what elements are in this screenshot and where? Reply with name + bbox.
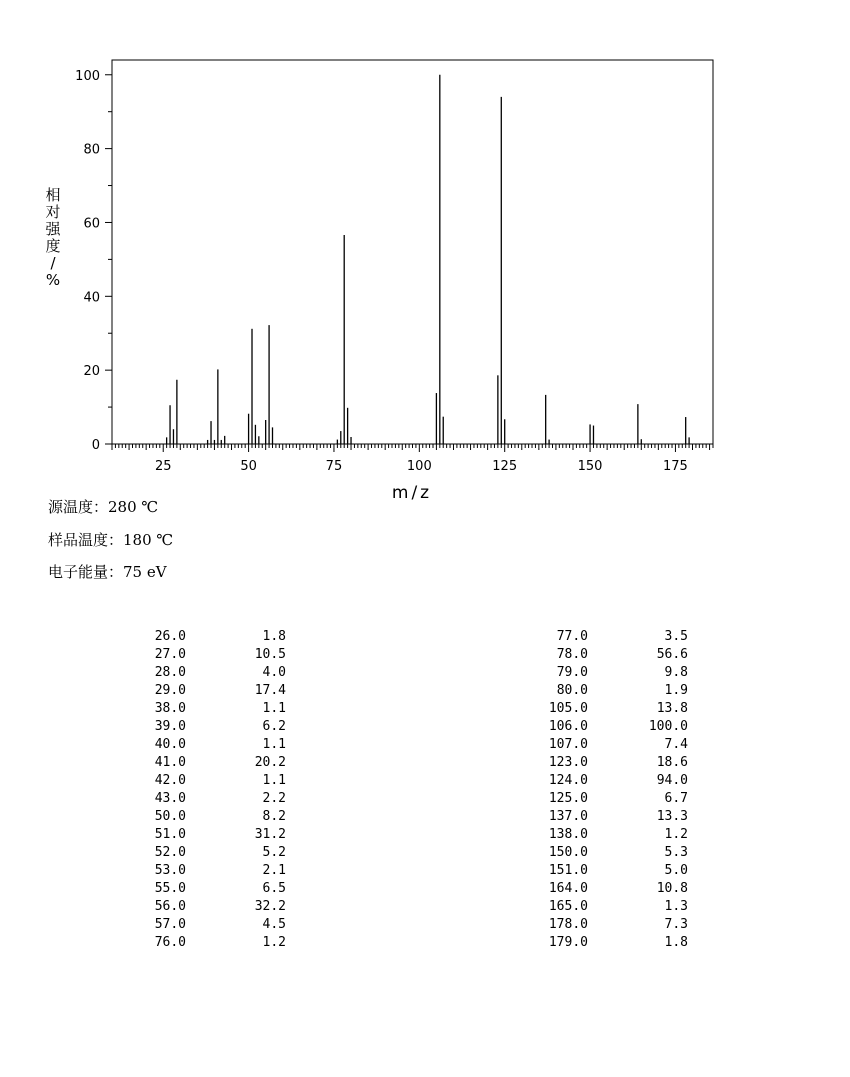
peak-intensity: 2.2: [262, 791, 286, 806]
peak-row: [141, 844, 286, 862]
peak-row: [141, 754, 286, 772]
peak-mz: 28.0: [154, 665, 186, 680]
peak-mz: 56.0: [154, 899, 186, 914]
peak-intensity: 6.7: [664, 791, 688, 806]
x-tick-label: 175: [663, 459, 688, 474]
x-axis: [112, 444, 713, 474]
peak-mz: 106.0: [548, 719, 588, 734]
peak-row: [141, 916, 286, 934]
peak-mz: 137.0: [548, 809, 588, 824]
peak-row: [543, 682, 688, 700]
peak-mz: 80.0: [556, 683, 588, 698]
peak-row: [141, 790, 286, 808]
y-axis-label: [45, 186, 61, 289]
peak-row: [141, 862, 286, 880]
peak-mz: 77.0: [556, 629, 588, 644]
peak-mz: 52.0: [154, 845, 186, 860]
peak-mz: 39.0: [154, 719, 186, 734]
peak-row: [141, 628, 286, 646]
peak-table-right: [543, 628, 688, 952]
peak-intensity: 1.1: [262, 773, 286, 788]
electron-energy: 电子能量：75 eV: [48, 563, 167, 581]
peak-mz: 124.0: [548, 773, 588, 788]
peak-mz: 27.0: [154, 647, 186, 662]
peak-row: [141, 826, 286, 844]
sample-temperature: 样品温度：180 ℃: [48, 531, 174, 549]
peak-mz: 53.0: [154, 863, 186, 878]
peak-mz: 26.0: [154, 629, 186, 644]
peak-row: [141, 664, 286, 682]
peak-row: [543, 700, 688, 718]
peak-intensity: 6.2: [262, 719, 286, 734]
peak-row: [543, 628, 688, 646]
peak-row: [543, 826, 688, 844]
peak-row: [543, 664, 688, 682]
peak-intensity: 6.5: [262, 881, 286, 896]
x-tick-label: 50: [240, 459, 257, 474]
peak-intensity: 4.0: [262, 665, 286, 680]
peak-row: [141, 934, 286, 952]
y-tick-label: 20: [83, 364, 100, 380]
peak-mz: 107.0: [548, 737, 588, 752]
y-tick-label: 40: [83, 290, 100, 306]
peak-intensity: 4.5: [262, 917, 286, 932]
peak-intensity: 7.4: [664, 737, 688, 752]
peak-mz: 179.0: [548, 935, 588, 950]
peak-mz: 78.0: [556, 647, 588, 662]
peak-intensity: 20.2: [254, 755, 286, 770]
peak-row: [543, 916, 688, 934]
peak-mz: 41.0: [154, 755, 186, 770]
peak-row: [543, 880, 688, 898]
y-tick-label: 60: [83, 216, 100, 232]
peak-intensity: 3.5: [664, 629, 688, 644]
peak-mz: 150.0: [548, 845, 588, 860]
peak-intensity: 1.2: [664, 827, 688, 842]
peak-row: [543, 898, 688, 916]
peak-row: [141, 736, 286, 754]
peak-row: [141, 898, 286, 916]
peak-mz: 38.0: [154, 701, 186, 716]
peak-row: [543, 862, 688, 880]
plot-frame: [112, 60, 713, 444]
peak-row: [141, 700, 286, 718]
x-tick-label: 100: [406, 459, 432, 474]
peak-intensity: 32.2: [254, 899, 286, 914]
y-tick-label: 80: [83, 142, 100, 158]
peak-intensity: 18.6: [656, 755, 688, 770]
peak-mz: 164.0: [548, 881, 588, 896]
peak-intensity: 1.8: [262, 629, 286, 644]
mass-spectrum-chart: [0, 0, 850, 520]
peak-mz: 123.0: [548, 755, 588, 770]
peak-intensity: 5.3: [664, 845, 688, 860]
x-tick-label: 125: [492, 459, 518, 474]
peak-row: [141, 772, 286, 790]
peak-mz: 105.0: [548, 701, 588, 716]
peak-row: [543, 736, 688, 754]
peak-row: [543, 808, 688, 826]
peak-mz: 165.0: [548, 899, 588, 914]
y-axis: [75, 69, 112, 453]
peak-mz: 42.0: [154, 773, 186, 788]
peak-mz: 76.0: [154, 935, 186, 950]
x-tick-label: 75: [325, 459, 343, 474]
peak-intensity: 1.9: [664, 683, 688, 698]
peak-mz: 79.0: [556, 665, 588, 680]
peak-intensity: 13.8: [656, 701, 688, 716]
y-tick-label: 100: [75, 68, 100, 84]
peak-row: [141, 808, 286, 826]
peak-table-left: [141, 628, 286, 952]
peak-intensity: 56.6: [656, 647, 688, 662]
peak-mz: 125.0: [548, 791, 588, 806]
peak-row: [543, 790, 688, 808]
peak-intensity: 31.2: [254, 827, 286, 842]
peak-row: [141, 880, 286, 898]
y-axis-label-text: 相对强度/ %: [45, 186, 61, 289]
peak-intensity: 9.8: [664, 665, 688, 680]
peak-mz: 51.0: [154, 827, 186, 842]
peak-mz: 57.0: [154, 917, 186, 932]
peak-row: [543, 772, 688, 790]
spectrum-peaks: [167, 75, 689, 444]
peak-mz: 50.0: [154, 809, 186, 824]
x-axis-label: m/z: [391, 483, 433, 503]
peak-row: [141, 682, 286, 700]
peak-intensity: 1.8: [664, 935, 688, 950]
peak-intensity: 10.5: [254, 647, 286, 662]
peak-intensity: 13.3: [656, 809, 688, 824]
peak-intensity: 2.1: [262, 863, 286, 878]
peak-intensity: 1.1: [262, 701, 286, 716]
peak-mz: 138.0: [548, 827, 588, 842]
peak-mz: 55.0: [154, 881, 186, 896]
x-tick-label: 25: [154, 459, 172, 474]
peak-intensity: 17.4: [254, 683, 286, 698]
peak-row: [141, 718, 286, 736]
peak-intensity: 10.8: [656, 881, 688, 896]
peak-intensity: 100.0: [648, 719, 688, 734]
peak-mz: 29.0: [154, 683, 186, 698]
source-temperature: 源温度：280 ℃: [48, 498, 159, 516]
peak-intensity: 1.3: [664, 899, 688, 914]
peak-row: [543, 844, 688, 862]
x-tick-label: 150: [577, 459, 603, 474]
peak-mz: 178.0: [548, 917, 588, 932]
peak-mz: 151.0: [548, 863, 588, 878]
peak-intensity: 94.0: [656, 773, 688, 788]
peak-intensity: 1.1: [262, 737, 286, 752]
peak-row: [543, 646, 688, 664]
peak-row: [543, 754, 688, 772]
peak-row: [141, 646, 286, 664]
peak-row: [543, 934, 688, 952]
peak-intensity: 7.3: [664, 917, 688, 932]
peak-mz: 43.0: [154, 791, 186, 806]
peak-intensity: 8.2: [262, 809, 286, 824]
peak-mz: 40.0: [154, 737, 186, 752]
peak-row: [543, 718, 688, 736]
peak-intensity: 1.2: [262, 935, 286, 950]
peak-intensity: 5.0: [664, 863, 688, 878]
peak-intensity: 5.2: [262, 845, 286, 860]
y-tick-label: 0: [91, 438, 100, 453]
